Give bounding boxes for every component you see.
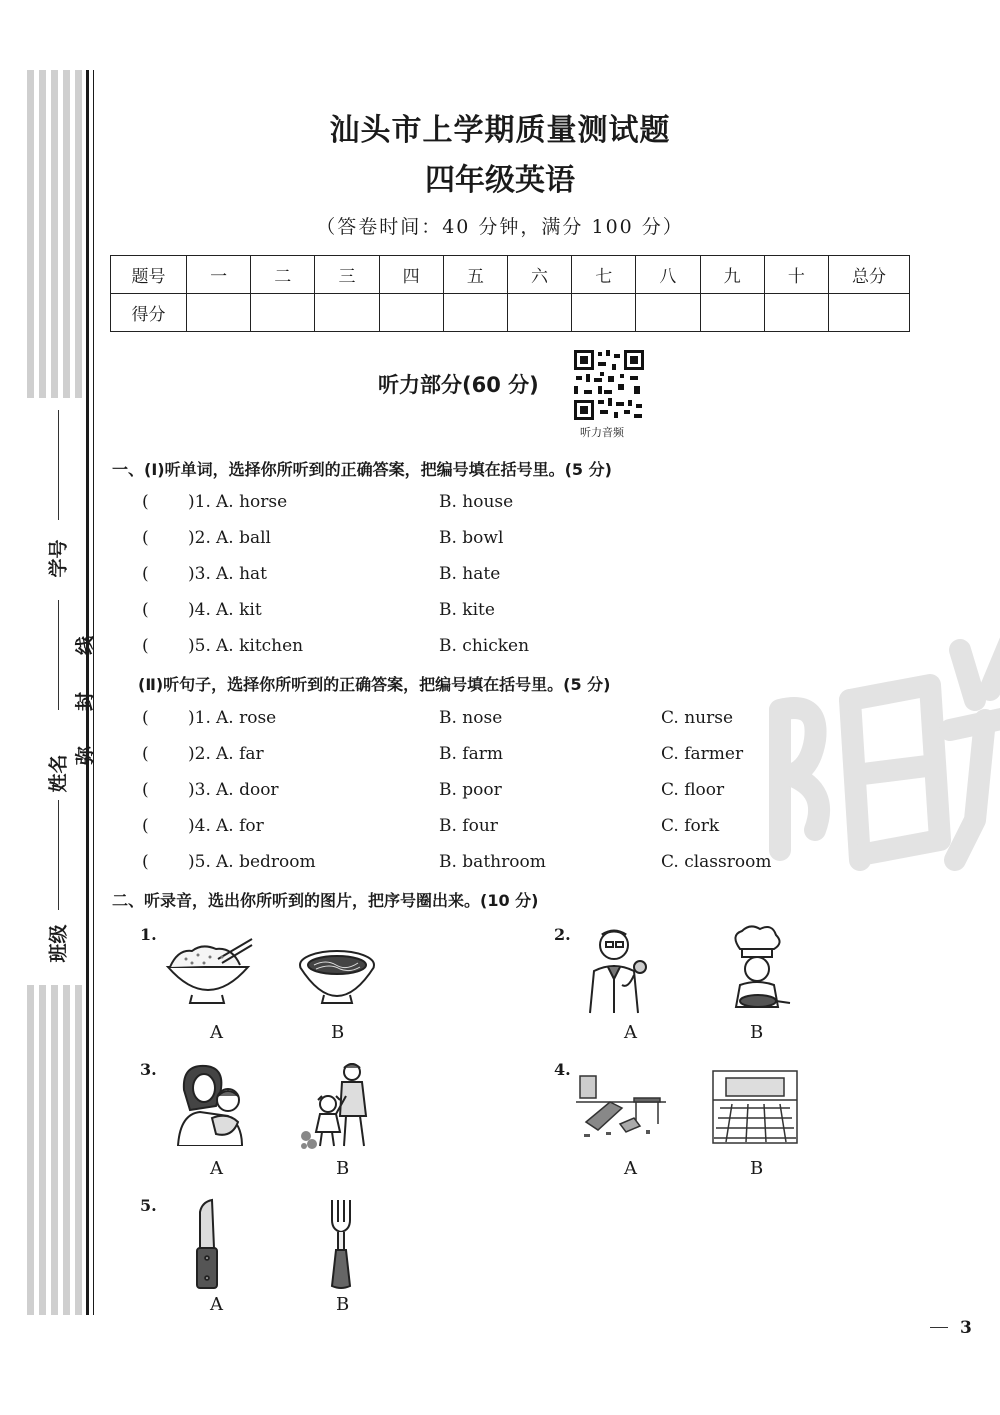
part1-q5-num: )5. — [188, 636, 211, 656]
part1-q2-num: )2. — [188, 528, 211, 548]
part1-q1-option-b: B. house — [439, 492, 514, 512]
name-label: 姓名 — [47, 754, 70, 793]
part1-q3-num: )3. — [188, 564, 211, 584]
part2-q3-option-b: B. poor — [439, 780, 502, 800]
picture-group-3-number: 3. — [140, 1060, 157, 1079]
part2-q5-num: )5. — [188, 852, 211, 872]
exam-title: 汕头市上学期质量测试题 — [329, 113, 671, 148]
picture-5b-label[interactable]: B — [336, 1294, 350, 1315]
part2-q4-option-b: B. four — [439, 816, 498, 836]
answer-paren[interactable]: ( — [142, 636, 149, 656]
score-cell[interactable] — [251, 294, 315, 332]
score-cell[interactable] — [379, 294, 443, 332]
part1-q4-num: )4. — [188, 600, 211, 620]
class-label: 班级 — [47, 924, 70, 963]
part1-q1-option-a: A. horse — [216, 492, 288, 512]
score-head-cell: 三 — [315, 256, 379, 294]
knife-icon[interactable] — [192, 1198, 222, 1290]
score-head-cell: 题号 — [111, 256, 187, 294]
answer-paren[interactable]: ( — [142, 744, 149, 764]
messy-classroom-icon[interactable] — [576, 1072, 666, 1140]
score-cell[interactable] — [572, 294, 636, 332]
picture-group-1-number: 1. — [140, 925, 157, 944]
score-head-cell: 七 — [572, 256, 636, 294]
score-head-cell: 十 — [764, 256, 828, 294]
seal-char-mi: 弥 — [74, 745, 97, 766]
part2-q3-option-c: C. floor — [661, 780, 725, 800]
mother-girl-icon[interactable] — [300, 1060, 382, 1150]
part2-q3-num: )3. — [188, 780, 211, 800]
qr-label: 听力音频 — [580, 426, 624, 439]
score-head-cell: 二 — [251, 256, 315, 294]
part2-q1-option-a: A. rose — [216, 708, 277, 728]
binding-stripes-bottom — [27, 985, 81, 1315]
part2-q4-option-a: A. for — [216, 816, 264, 836]
footer-dash — [930, 1327, 948, 1328]
mother-baby-icon[interactable] — [172, 1060, 252, 1146]
part2-instruction: (Ⅱ)听句子，选择你所听到的正确答案，把编号填在括号里。(5 分) — [138, 675, 611, 694]
part1-instruction: 一、(Ⅰ)听单词，选择你所听到的正确答案，把编号填在括号里。(5 分) — [112, 460, 612, 479]
answer-paren[interactable]: ( — [142, 600, 149, 620]
part2-q5-option-c: C. classroom — [661, 852, 772, 872]
seal-char-feng: 封 — [74, 691, 97, 712]
picture-5a-label[interactable]: A — [210, 1294, 223, 1315]
answer-paren[interactable]: ( — [142, 708, 149, 728]
student-no-line — [58, 410, 59, 520]
score-head-cell: 五 — [443, 256, 507, 294]
picture-3a-label[interactable]: A — [210, 1158, 223, 1179]
part1-q3-option-a: A. hat — [216, 564, 267, 584]
exam-note: （答卷时间：40 分钟，满分 100 分） — [316, 216, 684, 238]
picture-group-2-number: 2. — [554, 925, 571, 944]
score-table-score-row — [111, 294, 910, 332]
picture-group-4-number: 4. — [554, 1060, 571, 1079]
score-cell[interactable] — [187, 294, 251, 332]
answer-paren[interactable]: ( — [142, 780, 149, 800]
part2-q2-option-b: B. farm — [439, 744, 503, 764]
part1-q3-option-b: B. hate — [439, 564, 501, 584]
score-cell[interactable] — [764, 294, 828, 332]
picture-1b-label[interactable]: B — [331, 1022, 345, 1043]
student-no-label: 学号 — [47, 539, 70, 578]
picture-4b-label[interactable]: B — [750, 1158, 764, 1179]
score-head-cell: 八 — [636, 256, 700, 294]
part2-q2-option-c: C. farmer — [661, 744, 744, 764]
answer-paren[interactable]: ( — [142, 816, 149, 836]
part2-q1-option-b: B. nose — [439, 708, 503, 728]
cook-icon[interactable] — [722, 925, 792, 1015]
picture-group-5-number: 5. — [140, 1196, 157, 1215]
score-cell[interactable] — [507, 294, 571, 332]
watermark-logo-icon — [760, 590, 1000, 880]
picture-3b-label[interactable]: B — [336, 1158, 350, 1179]
name-line — [58, 800, 59, 910]
score-head-cell: 总分 — [829, 256, 910, 294]
part2-q1-num: )1. — [188, 708, 211, 728]
part1-q5-option-a: A. kitchen — [216, 636, 304, 656]
part2-q5-option-a: A. bedroom — [216, 852, 316, 872]
score-cell[interactable] — [315, 294, 379, 332]
score-cell[interactable] — [636, 294, 700, 332]
part2-q4-num: )4. — [188, 816, 211, 836]
part2-q2-num: )2. — [188, 744, 211, 764]
part2-q5-option-b: B. bathroom — [439, 852, 546, 872]
part1-q4-option-a: A. kit — [216, 600, 262, 620]
part2-q4-option-c: C. fork — [661, 816, 720, 836]
answer-paren[interactable]: ( — [142, 564, 149, 584]
rice-bowl-icon[interactable] — [162, 935, 254, 1007]
score-table — [110, 255, 910, 332]
part1-q2-option-b: B. bowl — [439, 528, 504, 548]
answer-paren[interactable]: ( — [142, 528, 149, 548]
score-cell[interactable] — [700, 294, 764, 332]
listening-title: 听力部分(60 分) — [378, 373, 539, 397]
part1-q1-num: )1. — [188, 492, 211, 512]
picture-2b-label[interactable]: B — [750, 1022, 764, 1043]
part2-q3-option-a: A. door — [216, 780, 279, 800]
part2-q2-option-a: A. far — [216, 744, 264, 764]
score-head-cell: 四 — [379, 256, 443, 294]
score-cell[interactable] — [443, 294, 507, 332]
answer-paren[interactable]: ( — [142, 852, 149, 872]
picture-4a-label[interactable]: A — [624, 1158, 637, 1179]
qr-code-icon[interactable] — [574, 350, 644, 420]
doctor-icon[interactable] — [582, 925, 654, 1015]
exam-subtitle: 四年级英语 — [425, 163, 575, 198]
score-head-cell: 六 — [507, 256, 571, 294]
part2-q1-option-c: C. nurse — [661, 708, 734, 728]
part1-q2-option-a: A. ball — [216, 528, 271, 548]
noodle-bowl-icon[interactable] — [296, 945, 378, 1007]
part1-q5-option-b: B. chicken — [439, 636, 530, 656]
picture-2a-label[interactable]: A — [624, 1022, 637, 1043]
score-row-label: 得分 — [111, 294, 187, 332]
answer-paren[interactable]: ( — [142, 492, 149, 512]
part1-q4-option-b: B. kite — [439, 600, 495, 620]
score-head-cell: 一 — [187, 256, 251, 294]
score-table-header-row — [111, 256, 910, 294]
page-number: 3 — [960, 1318, 972, 1338]
score-cell[interactable] — [829, 294, 910, 332]
fork-icon[interactable] — [326, 1198, 356, 1290]
part3-instruction: 二、听录音，选出你所听到的图片，把序号圈出来。(10 分) — [112, 891, 539, 910]
score-head-cell: 九 — [700, 256, 764, 294]
picture-1a-label[interactable]: A — [210, 1022, 223, 1043]
seal-char-xian: 线 — [74, 635, 97, 656]
clean-classroom-icon[interactable] — [712, 1070, 798, 1144]
student-no-line-2 — [58, 600, 59, 710]
